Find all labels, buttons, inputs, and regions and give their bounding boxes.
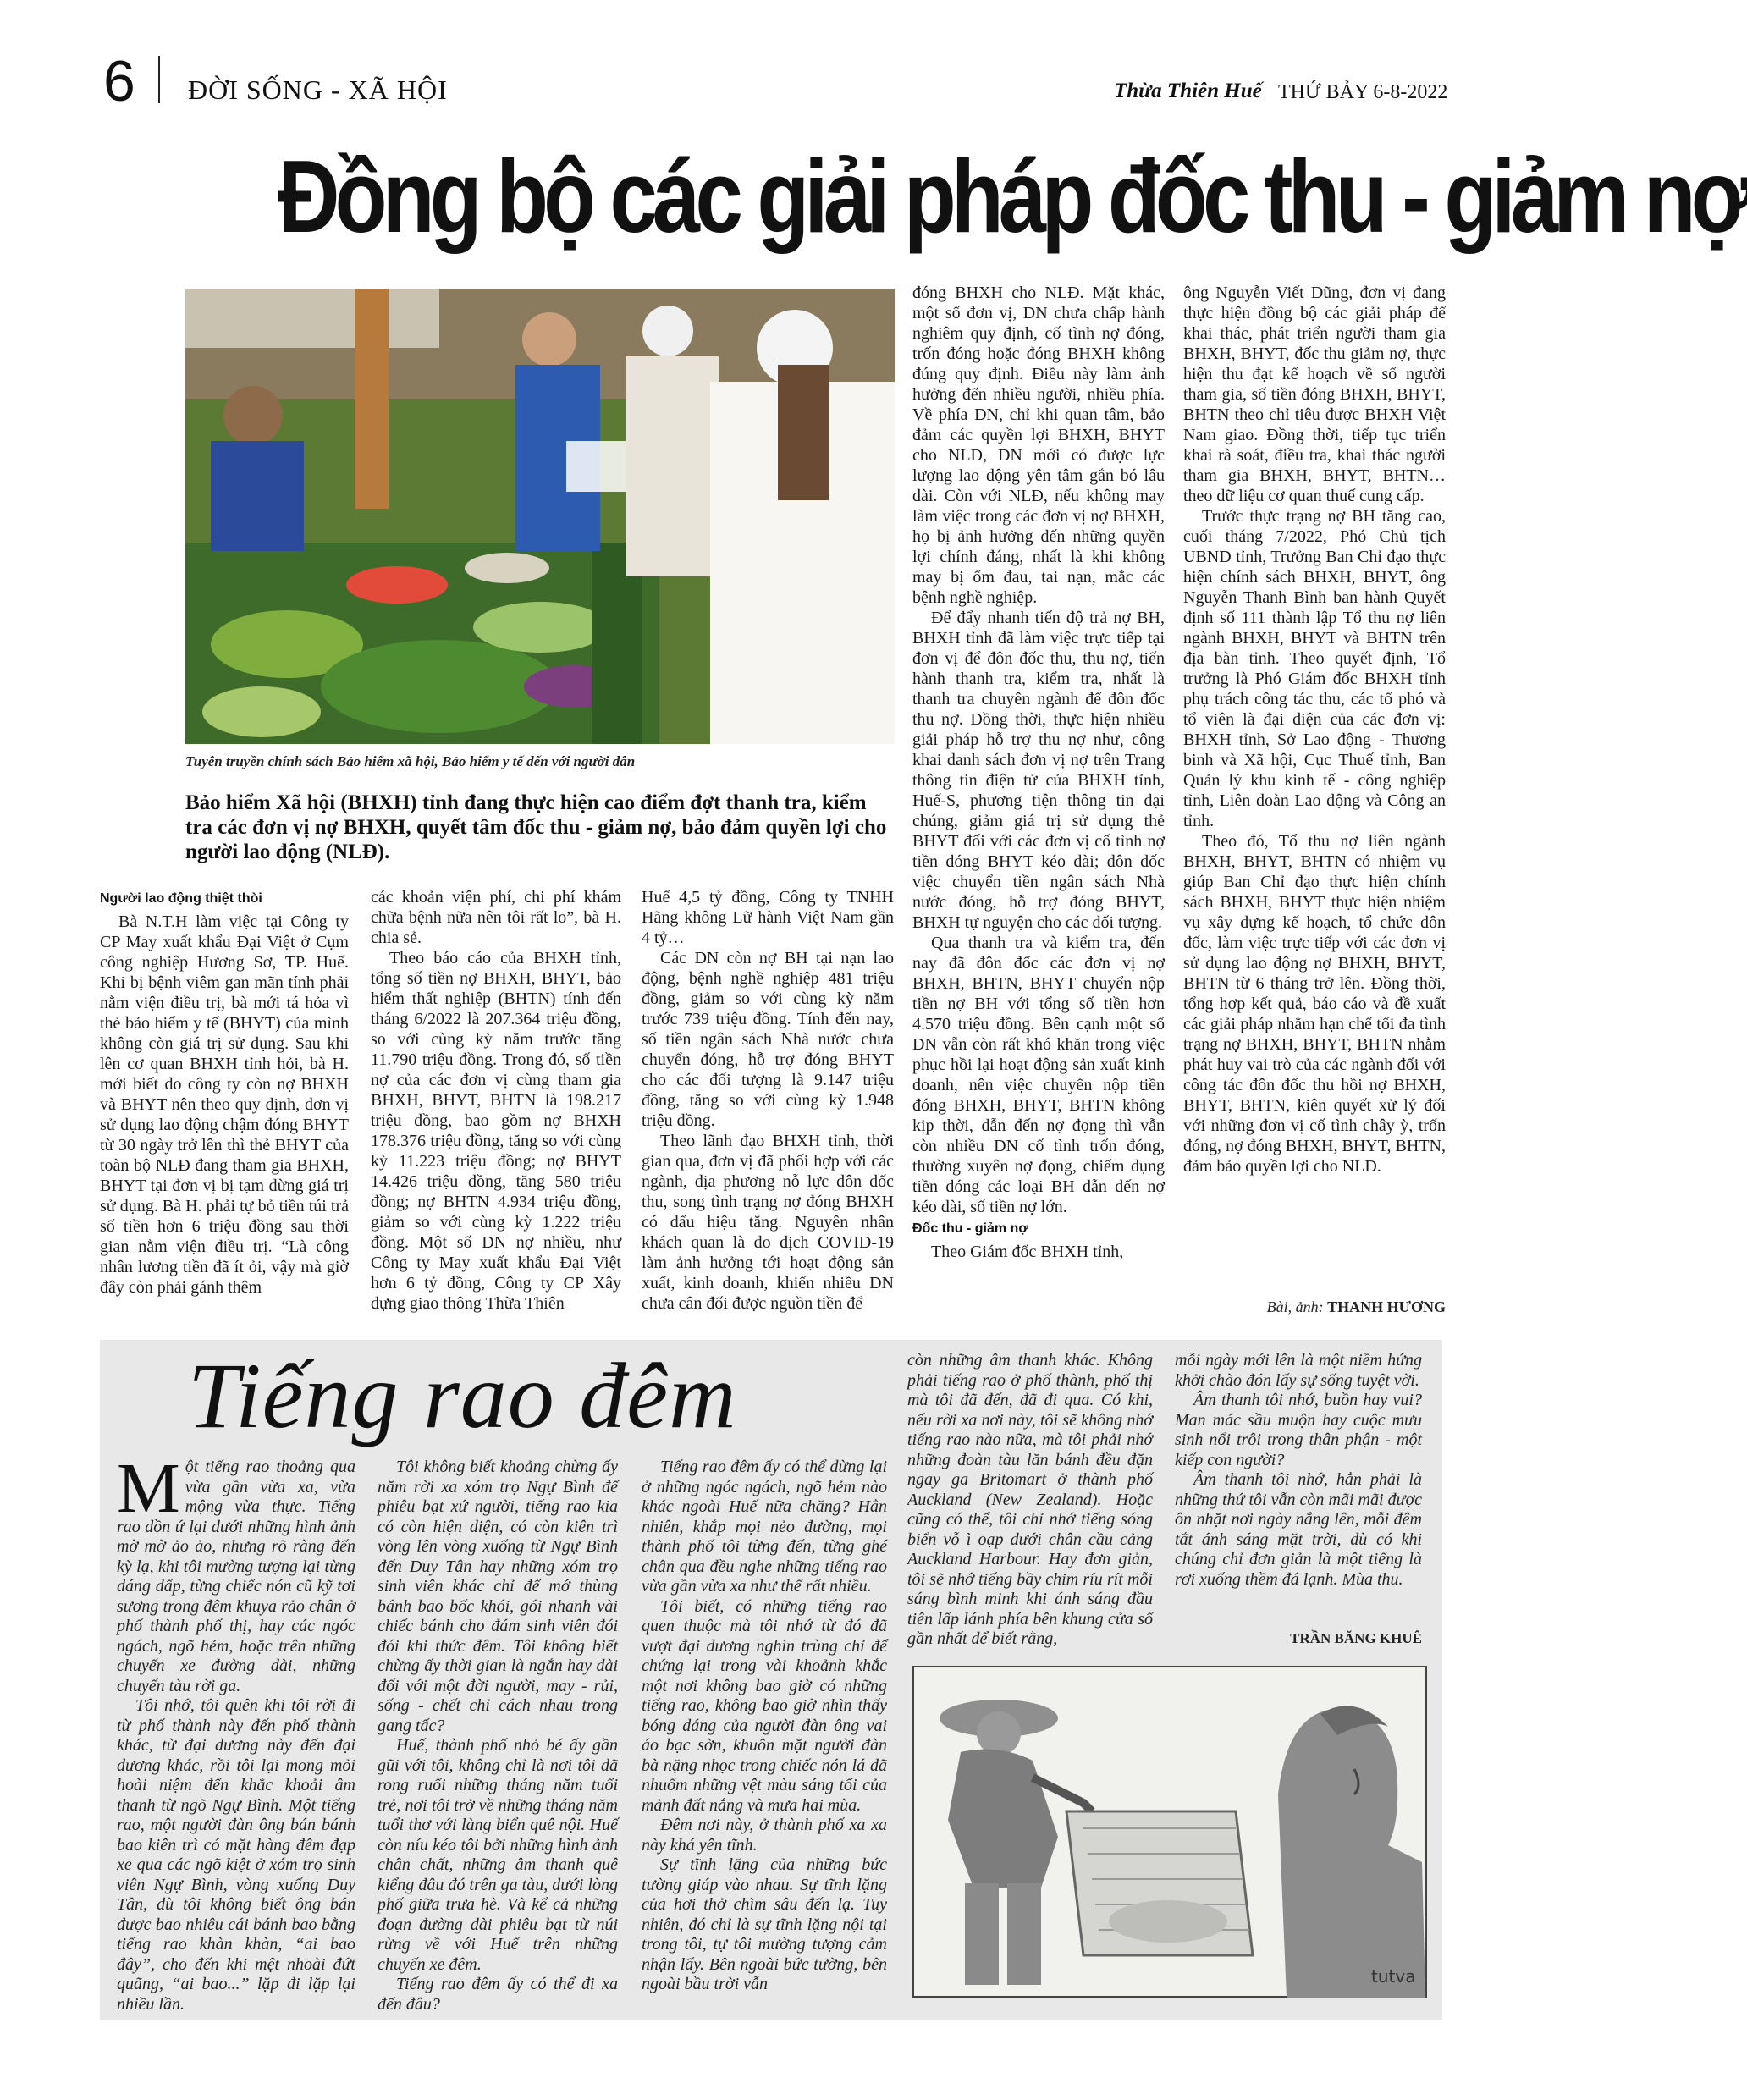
market-photo [185, 289, 895, 744]
page-number: 6 [103, 49, 135, 113]
article-byline [1256, 1298, 1446, 1316]
article-column-2 [371, 887, 621, 1314]
paragraph: ột tiếng rao thoảng qua vừa gần vừa xa, vừa mộng vừa thực. Tiếng rao dồn ứ lại dưới những hình ảnh mờ mờ ảo ảo, nhưng rõ ràng đến kỳ lạ, khi tôi mường tượng lại từng dáng dấp, từng chiếc nón cũ kỹ tơi sương trong đêm khuya rảo chân ở phố thành phố thị, hay các ngóc ngách, ngõ hẻm, hoặc trên những chuyến xe đường dài, những chuyến tàu rời ga. [117, 1458, 355, 1695]
section-title: ĐỜI SỐNG - XÃ HỘI [188, 74, 448, 105]
byline-author: THANH HƯƠNG [1327, 1298, 1446, 1315]
photo-caption: Tuyên truyền chính sách Bảo hiểm xã hội, Bảo hiểm y tế đến với người dân [185, 753, 636, 769]
sketch-signature: tutva [1371, 1966, 1416, 1987]
article-column-5 [1183, 283, 1446, 1177]
paragraph: Âm thanh tôi nhớ, hẳn phải là những thứ tôi vẫn còn mãi mãi được ôn nhặt nơi ngày nắng lên, mỗi đêm tắt ánh sáng mặt trời, dù có khi chúng chỉ đơn giản là một tiếng là rơi xuống thềm đá lạnh. Mùa thu. [1175, 1470, 1422, 1589]
article-column-4 [912, 283, 1165, 1262]
newspaper-name: Thừa Thiên Huế [1114, 80, 1262, 102]
essay-column-3 [642, 1458, 887, 1995]
paragraph: Sự tĩnh lặng của những bức tường giáp vào nhau. Sự tĩnh lặng của hơi thở chìm sâu đến lạ. Tuy nhiên, đó chỉ là sự tĩnh lặng nội tại trong tôi, tự tôi mường tượng cảm nhận lấy. Bên ngoài bức tường, bên ngoài bầu trời vẫn [642, 1855, 887, 1993]
paragraph: Âm thanh tôi nhớ, buồn hay vui? Man mác sầu muộn hay cuộc mưu sinh nổi trôi trong thân phận - một kiếp con người? [1175, 1391, 1422, 1469]
article-column-1 [100, 887, 349, 1298]
header-divider [158, 56, 160, 103]
essay-title: Tiếng rao đêm [188, 1344, 737, 1447]
article-lead: Bảo hiểm Xã hội (BHXH) tỉnh đang thực hiện cao điểm đợt thanh tra, kiểm tra các đơn vị nợ BHXH, quyết tâm đốc thu - giảm nợ, bảo đảm quyền lợi cho người lao động (NLĐ). [185, 791, 887, 863]
paragraph: Đêm nơi này, ở thành phố xa xa này khá yên tĩnh. [642, 1816, 887, 1855]
paragraph: Huế 4,5 tỷ đồng, Công ty TNHH Hãng không Lữ hành Việt Nam gần 4 tỷ… [642, 888, 894, 947]
paragraph: Tiếng rao đêm ấy có thể dừng lại ở những ngóc ngách, ngõ hẻm nào khác ngoài Huế nữa chăng? Hẳn nhiên, khắp mọi nẻo đường, mọi thành phố tôi từng đến, từng ghé chân qua đều nghe những tiếng rao vừa gần vừa xa như thể rất nhiều. [642, 1458, 887, 1596]
article-column-3 [642, 887, 894, 1314]
street-vendor-sketch [912, 1666, 1427, 1998]
paragraph: đóng BHXH cho NLĐ. Mặt khác, một số đơn vị, DN chưa chấp hành nghiêm quy định, cố tình nợ đóng, trốn đóng hoặc đóng BHXH không đúng quy định. Điều này làm ảnh hưởng đến nhiều người, nhiều phía. Về phía DN, chỉ khi quan tâm, bảo đảm các quyền lợi BHXH, BHYT cho NLĐ, DN mới có được lực lượng lao động yên tâm gắn bó lâu dài. Còn với NLĐ, nếu không may làm việc trong các đơn vị nợ BHXH, họ bị ảnh hưởng đến những quyền lợi chính đáng, nhất là khi không may bị ốm đau, tai nạn, mắc các bệnh nghề nghiệp. [912, 284, 1165, 607]
paragraph: Trước thực trạng nợ BH tăng cao, cuối tháng 7/2022, Phó Chủ tịch UBND tỉnh, Trưởng Ban Chỉ đạo thực hiện chính sách BHXH, BHYT, ông Nguyễn Thanh Bình ban hành Quyết định số 111 thành lập Tổ thu nợ liên ngành BHXH, BHYT và BHTN trên địa bàn tỉnh. Theo quyết định, Tổ trưởng là Phó Giám đốc BHXH tỉnh phụ trách công tác thu, các tổ phó và tổ viên là đại diện của các đơn vị: BHXH tỉnh, Sở Lao động - Thương binh và Xã hội, Cục Thuế tỉnh, Ban Quản lý khu kinh tế - công nghiệp tỉnh, Liên đoàn Lao động và Công an tỉnh. [1183, 507, 1446, 830]
paragraph: Theo lãnh đạo BHXH tỉnh, thời gian qua, đơn vị đã phối hợp với các ngành, địa phương nỗ lực đôn đốc thu, song tình trạng nợ đóng BHXH có dấu hiệu tăng. Nguyên nhân khách quan là do dịch COVID-19 làm ảnh hưởng tới hoạt động sản xuất, kinh doanh, khiến nhiều DN chưa cân đối được nguồn tiền để [642, 1132, 894, 1313]
paragraph: Theo báo cáo của BHXH tỉnh, tổng số tiền nợ BHXH, BHYT, bảo hiểm thất nghiệp (BHTN) tính đến tháng 6/2022 là 207.364 triệu đồng, so với cùng kỳ năm trước tăng 11.790 triệu đồng. Trong đó, số tiền nợ của các đơn vị cùng tham gia BHXH, BHYT, BHTN là 198.217 triệu đồng, bao gồm nợ BHXH 178.376 triệu đồng, tăng so với cùng kỳ 11.223 triệu đồng; nợ BHYT 14.426 triệu đồng, tăng 580 triệu đồng; nợ BHTN 4.934 triệu đồng, giảm so với cùng kỳ 1.222 triệu đồng. Một số DN nợ nhiều, như Công ty May xuất khẩu Đại Việt hơn 6 tỷ đồng, Công ty CP Xây dựng giao thông Thừa Thiên [371, 949, 621, 1313]
essay-column-2 [378, 1458, 618, 2015]
market-photo-illustration [185, 289, 895, 744]
essay-column-1 [117, 1449, 355, 2015]
paragraph: Tôi nhớ, tôi quên khi tôi rời đi từ phố thành này đến phố thành khác, từ đại dương này đến đại dương khác, rồi tôi lại mong mỏi hoài niệm đến khắc khoải âm thanh từ ngõ Ngự Bình. Một tiếng rao, một người đàn ông bán bánh bao kiên trì có mặt hàng đêm đạp xe qua các ngõ kiệt ở xóm trọ sinh viên Ngự Bình, vòng xuống Duy Tân, dù tôi không biết ông bán được bao nhiêu cái bánh bao bằng tiếng rao khàn khàn, “ai bao đây”, cho đến khi mệt nhoài đứt quãng, “ai bao...” lặp đi lặp lại nhiều lần. [117, 1696, 355, 2014]
paragraph: Theo Giám đốc BHXH tỉnh, [931, 1243, 1124, 1261]
subhead-victims: Người lao động thiệt thòi [100, 891, 262, 906]
paragraph: mỗi ngày mới lên là một niềm hứng khởi chào đón lấy sự sống tuyệt vời. [1175, 1351, 1422, 1390]
article-headline: Đồng bộ các giải pháp đốc thu - giảm nợ [278, 139, 1747, 254]
paragraph: ông Nguyễn Viết Dũng, đơn vị đang thực hiện đồng bộ các giải pháp để khai thác, phát triển người tham gia BHXH, BHYT, đốc thu giảm nợ, thực hiện thu đạt kế hoạch về số người tham gia, số tiền đóng BHXH, BHYT, BHTN theo chỉ tiêu được BHXH Việt Nam giao. Đồng thời, tiếp tục triển khai rà soát, điều tra, khai thác người tham gia BHXH, BHYT, BHTN… theo dữ liệu cơ quan thuế cung cấp. [1183, 284, 1446, 505]
paragraph: Tiếng rao đêm ấy có thể đi xa đến đâu? [378, 1975, 618, 2014]
essay-column-5 [1175, 1351, 1422, 1590]
paragraph: Tôi không biết khoảng chừng ấy năm rời xa xóm trọ Ngự Bình để phiêu bạt xứ người, tiếng rao kia có còn hiện diện, có còn kiên trì vòng lên vòng xuống từ Ngự Bình đến Duy Tân hay những xóm trọ sinh viên khác chỉ để mớ thùng bánh bao bốc khói, gói nhanh vài chiếc bánh cho đám sinh viên đói đói khi thức đêm. Tôi không biết chừng ấy thời gian là ngắn hay dài đối với một đời người, may - rủi, sống - chết chỉ cách nhau trong gang tấc? [378, 1458, 618, 1735]
paragraph: các khoản viện phí, chi phí khám chữa bệnh nữa nên tôi rất lo”, bà H. chia sẻ. [371, 888, 621, 947]
paragraph: còn những âm thanh khác. Không phải tiếng rao ở phố thành, phố thị mà tôi đã đến, đã đi qua. Có khi, nếu rời xa nơi này, tôi sẽ không nhớ tiếng rao nào nữa, mà tôi phải nhớ những đoàn tàu lăn bánh đều đặn ngay ga Britomart ở thành phố Auckland (New Zealand). Hoặc cũng có thể, tôi chỉ nhớ tiếng sóng biển vỗ ì oạp dưới chân cầu cảng Auckland Harbour. Hay đơn giản, tôi sẽ nhớ tiếng bầy chim ríu rít mỗi sáng bình minh khi ánh sáng đầu tiên lấp lánh phía bên khung cửa sổ gần nhất để biết rằng, [907, 1351, 1153, 1648]
sketch-illustration [914, 1667, 1425, 1996]
paragraph: Các DN còn nợ BH tại nạn lao động, bệnh nghề nghiệp 481 triệu đồng, giảm so với cùng kỳ năm trước 739 triệu đồng. Tính đến nay, số tiền ngân sách Nhà nước chưa chuyển đóng, hỗ trợ đóng BHYT cho các đối tượng là 9.147 triệu đồng, tăng so với cùng kỳ 1.948 triệu đồng. [642, 949, 894, 1130]
drop-cap: M [117, 1449, 180, 1528]
essay-author: TRẦN BĂNG KHUÊ [1290, 1630, 1422, 1646]
paragraph: Tôi biết, có những tiếng rao quen thuộc mà tôi nhớ từ đó đã vượt đại dương nghìn trùng chỉ để chứng lại trong vài khoảnh khắc một nơi không bao giờ có những tiếng rao, không bao giờ nhìn thấy bóng dáng của người đàn ông vai áo bạc sờn, khuôn mặt người đàn bà nặng nhọc trong chiếc nón lá đã nhuốm những vệt màu sáng tối của mảnh đất nắng và mưa hai mùa. [642, 1596, 887, 1815]
issue-date: THỨ BẢY 6-8-2022 [1278, 81, 1448, 103]
essay-column-4 [907, 1351, 1153, 1650]
byline-prefix: Bài, ảnh: [1266, 1298, 1324, 1315]
subhead-debt-collection: Đốc thu - giảm nợ [912, 1221, 1028, 1236]
paragraph: Để đẩy nhanh tiến độ trả nợ BH, BHXH tỉnh đã làm việc trực tiếp tại đơn vị để đôn đốc thu, thu nợ, tiến hành thanh tra, kiểm tra, nhất là thanh tra chuyên ngành để đôn đốc thu nợ. Đồng thời, thực hiện nhiều giải pháp hỗ trợ thu nợ như, công khai danh sách đơn vị nợ trên Trang thông tin điện tử của BHXH tỉnh, Huế-S, phương tiện thông tin đại chúng, giảm giá trị sử dụng thẻ BHYT đối với các đơn vị cố tình nợ tiền đóng BHYT kéo dài; đôn đốc việc chuyển tiền ngân sách Nhà nước đóng, hỗ trợ đóng BHYT, BHXH tự nguyện cho các đối tượng. [912, 609, 1165, 932]
paragraph: Theo đó, Tổ thu nợ liên ngành BHXH, BHYT, BHTN có nhiệm vụ giúp Ban Chỉ đạo thực hiện chính sách BHXH, BHYT thực hiện nhiệm vụ xây dựng kế hoạch, tổ chức đôn đốc, làm việc trực tiếp với các đơn vị sử dụng lao động nợ BHXH, BHYT, BHTN từ 6 tháng trở lên. Đồng thời, tổng hợp kết quả, báo cáo và đề xuất các giải pháp nhằm hạn chế tối đa tình trạng nợ BHXH, BHYT, BHTN nhằm phát huy vai trò của các ngành đối với công tác đôn đốc thu hồi nợ BHXH, BHYT, BHTN, kiên quyết xử lý đối với những đơn vị cố tình chây ỳ, trốn đóng, nợ đóng BHXH, BHYT, BHTN, đảm bảo quyền lợi cho NLĐ. [1183, 832, 1446, 1176]
paragraph: Bà N.T.H làm việc tại Công ty CP May xuất khẩu Đại Việt ở Cụm công nghiệp Hương Sơ, TP. Huế. Khi bị bệnh viêm gan mãn tính phải nằm viện điều trị, bà mới tá hỏa vì thẻ bảo hiểm y tế (BHYT) của mình không còn giá trị sử dụng. Sau khi lên cơ quan BHXH tỉnh hỏi, bà H. mới biết do công ty còn nợ BHXH và BHYT nên theo quy định, đơn vị sử dụng lao động chậm đóng BHYT từ 30 ngày trở lên thì thẻ BHYT của toàn bộ NLĐ đang tham gia BHXH, BHYT tại đơn vị bị tạm dừng giá trị sử dụng. Bà H. phải tự bỏ tiền túi trả số tiền hơn 6 triệu đồng sau thời gian nằm viện điều trị. “Là công nhân lương tiền đã ít ỏi, vậy mà giờ đây còn phải gánh thêm [100, 912, 349, 1297]
paragraph: Qua thanh tra và kiểm tra, đến nay đã đôn đốc các đơn vị nợ BHXH, BHTN, BHYT chuyển nộp tiền nợ BH với tổng số tiền hơn 4.570 triệu đồng. Bên cạnh một số DN vẫn còn rất khó khăn trong việc phục hồi lại hoạt động sản xuất kinh doanh, nên việc chuyển nộp tiền đóng BHXH, BHYT, BHTN không kịp thời, dẫn đến nợ đọng thì vẫn còn nhiều DN cố tình trốn đóng, thường xuyên nợ đọng, chiếm dụng tiền đóng các loại BH dẫn đến nợ kéo dài, số tiền nợ lớn. [912, 934, 1165, 1216]
paragraph: Huế, thành phố nhỏ bé ấy gần gũi với tôi, không chỉ là nơi tôi đã rong ruổi những tháng năm tuổi trẻ, nơi tôi trở về những tháng năm tuổi thơ với làng biển quê nội. Huế còn níu kéo tôi bởi những hình ảnh chân chất, những âm thanh quê kiểng đâu đó trên ga tàu, dưới lòng phố giữa trưa hè. Và kể cả những đoạn đường dài phiêu bạt từ núi rừng về với Huế trên những chuyến xe đêm. [378, 1736, 618, 1974]
